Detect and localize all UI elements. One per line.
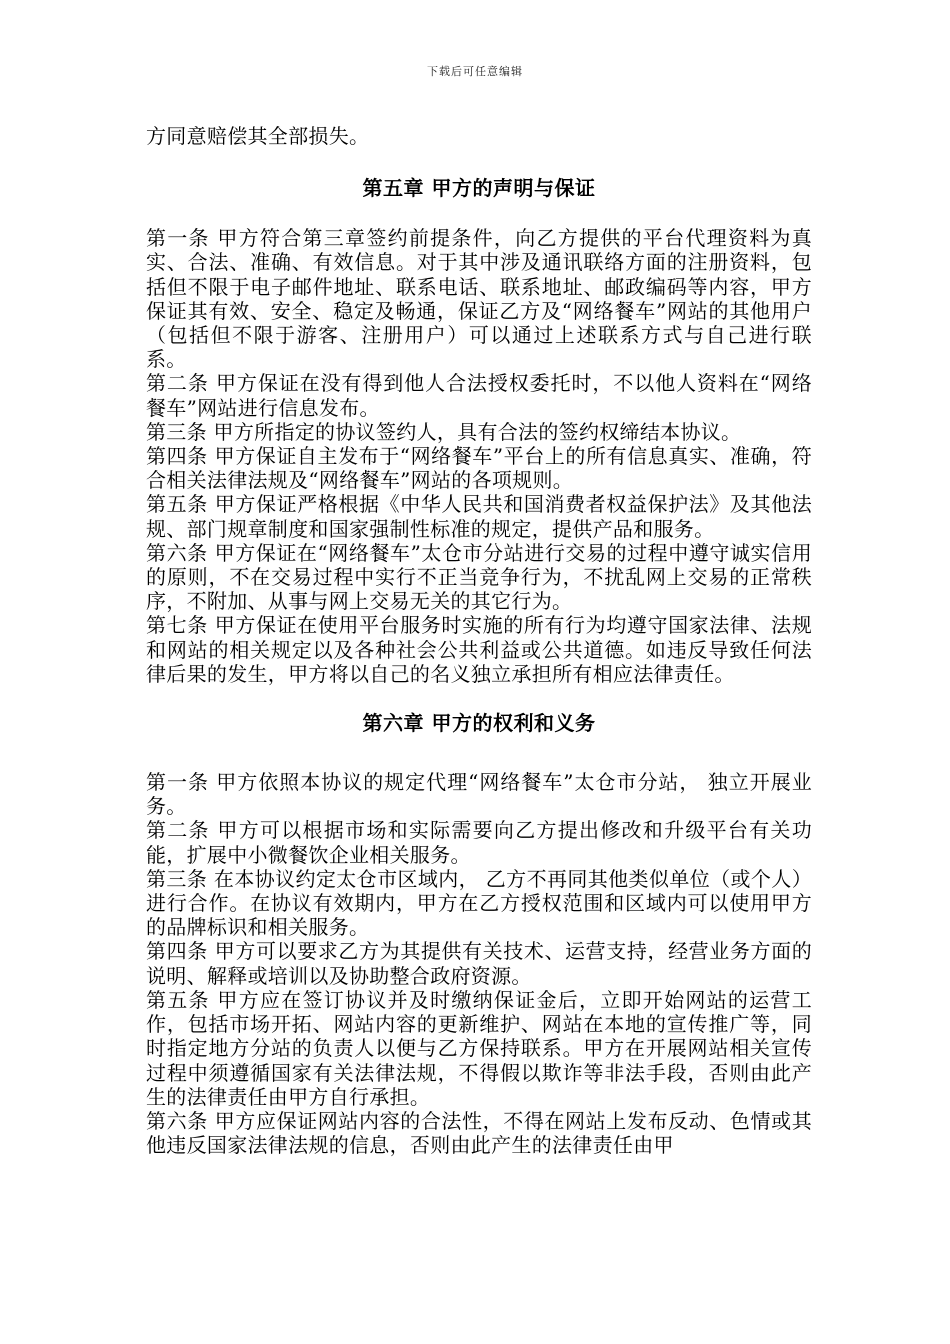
chapter5-article-1: 第一条 甲方符合第三章签约前提条件，向乙方提供的平台代理资料为真实、合法、准确、有效信息。对于其中涉及通讯联络方面的注册资料，包括但不限于电子邮件地址、联系电话、联系地址、邮政编码等内容，甲方保证其有效、安全、稳定及畅通，保证乙方及“网络餐车”网站的其他用户（包括但不限于游客、注册用户）可以通过上述联系方式与自己进行联系。 (146, 226, 812, 372)
chapter5-article-5: 第五条 甲方保证严格根据《中华人民共和国消费者权益保护法》及其他法规、部门规章制度和国家强制性标准的规定，提供产品和服务。 (146, 492, 812, 541)
chapter6-articles (146, 770, 812, 1157)
chapter5-article-6: 第六条 甲方保证在“网络餐车”太仓市分站进行交易的过程中遵守诚实信用的原则，不在交易过程中实行不正当竞争行为，不扰乱网上交易的正常秩序，不附加、从事与网上交易无关的其它行为。 (146, 540, 812, 614)
document-body (146, 124, 812, 1157)
chapter6-article-1: 第一条 甲方依照本协议的规定代理“网络餐车”太仓市分站， 独立开展业务。 (146, 770, 812, 819)
chapter6-article-6: 第六条 甲方应保证网站内容的合法性，不得在网站上发布反动、色情或其他违反国家法律法规的信息，否则由此产生的法律责任由甲 (146, 1108, 812, 1158)
chapter6-article-3: 第三条 在本协议约定太仓市区域内， 乙方不再同其他类似单位（或个人）进行合作。在协议有效期内，甲方在乙方授权范围和区域内可以使用甲方的品牌标识和相关服务。 (146, 866, 812, 940)
chapter6-article-4: 第四条 甲方可以要求乙方为其提供有关技术、运营支持，经营业务方面的说明、解释或培训以及协助整合政府资源。 (146, 939, 812, 988)
chapter6-article-5: 第五条 甲方应在签订协议并及时缴纳保证金后，立即开始网站的运营工作，包括市场开拓、网站内容的更新维护、网站在本地的宣传推广等，同时指定地方分站的负责人以便与乙方保持联系。甲方在开展网站相关宣传过程中须遵循国家有关法律法规，不得假以欺诈等非法手段，否则由此产生的法律责任由甲方自行承担。 (146, 987, 812, 1109)
chapter5-article-4: 第四条 甲方保证自主发布于“网络餐车”平台上的所有信息真实、准确，符合相关法律法规及“网络餐车”网站的各项规则。 (146, 444, 812, 493)
chapter5-articles (146, 226, 812, 686)
chapter5-article-3: 第三条 甲方所指定的协议签约人，具有合法的签约权缔结本协议。 (146, 419, 742, 444)
chapter6-title: 第六章 甲方的权利和义务 (362, 711, 596, 736)
chapter6-article-2: 第二条 甲方可以根据市场和实际需要向乙方提出修改和升级平台有关功能，扩展中小微餐饮企业相关服务。 (146, 818, 812, 867)
page-header: 下载后可任意编辑 (427, 65, 523, 78)
intro-paragraph: 方同意赔偿其全部损失。 (146, 124, 370, 148)
chapter5-article-2: 第二条 甲方保证在没有得到他人合法授权委托时，不以他人资料在“网络餐车”网站进行信息发布。 (146, 371, 812, 420)
chapter5-title: 第五章 甲方的声明与保证 (362, 176, 596, 201)
chapter5-article-7: 第七条 甲方保证在使用平台服务时实施的所有行为均遵守国家法律、法规和网站的相关规定以及各种社会公共利益或公共道德。如违反导致任何法律后果的发生，甲方将以自己的名义独立承担所有相应法律责任。 (146, 613, 812, 686)
